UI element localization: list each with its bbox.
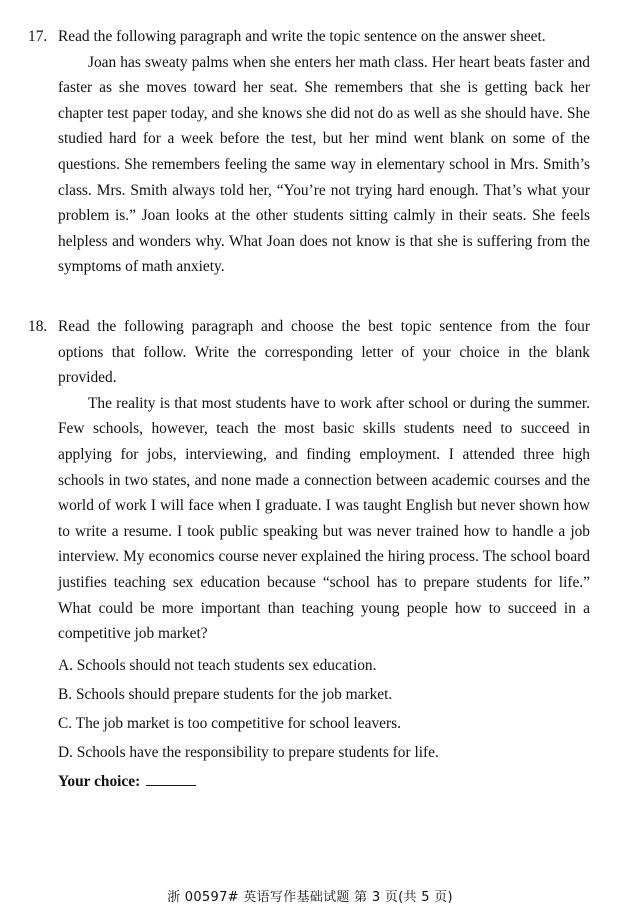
your-choice-label: Your choice: [58, 772, 141, 790]
your-choice [58, 769, 590, 795]
reading-paragraph: Joan has sweaty palms when she enters her math class. Her heart beats faster and faster as she moves toward her seat. She remembers that she is getting back her chapter test paper today, and she knows she did not do as well as she should have. She studied hard for a week before the test, but her mind went blank on some of the questions. She remembers feeling the same way in elementary school in Mrs. Smith’s class. Mrs. Smith always told her, “You’re not trying hard enough. That’s what your problem is.” Joan looks at the other students sitting calmly in their seats. She feels helpless and wonders why. What Joan does not know is that she is suffering from the symptoms of math anxiety. [58, 53, 590, 276]
question-number: 17. [28, 28, 48, 45]
option-b: B. Schools should prepare students for the job market. [58, 685, 393, 703]
page-footer: 浙 00597# 英语写作基础试题 第 3 页(共 5 页) [167, 890, 453, 905]
question-17 [28, 24, 590, 280]
reading-paragraph: The reality is that most students have to work after school or during the summer. Few schools, however, teach the most basic skills students need to succeed in applying for jobs, interviewing, and finding employment. I attended three high schools in two states, and none made a connection between academic courses and the world of work I will face when I graduate. I was taught English but never shown how to write a resume. I took public speaking but was never trained how to handle a job interview. My economics course never explained the hiring process. The school board justifies teaching sex education because “school has to prepare students for life.” What could be more important than teaching young people how to succeed in a competitive job market? [58, 394, 590, 643]
option-c: C. The job market is too competitive for school leavers. [58, 714, 401, 732]
question-prompt: Read the following paragraph and choose the best topic sentence from the four options that follow. Write the corresponding letter of your choice in the blank provided. [58, 318, 590, 387]
question-prompt: Read the following paragraph and write the topic sentence on the answer sheet. [58, 28, 546, 45]
option-a: A. Schools should not teach students sex education. [58, 656, 377, 674]
answer-blank[interactable] [146, 770, 196, 786]
option-d: D. Schools have the responsibility to prepare students for life. [58, 743, 439, 761]
question-number: 18. [28, 318, 48, 335]
question-18 [28, 314, 590, 795]
answer-options [58, 651, 590, 767]
